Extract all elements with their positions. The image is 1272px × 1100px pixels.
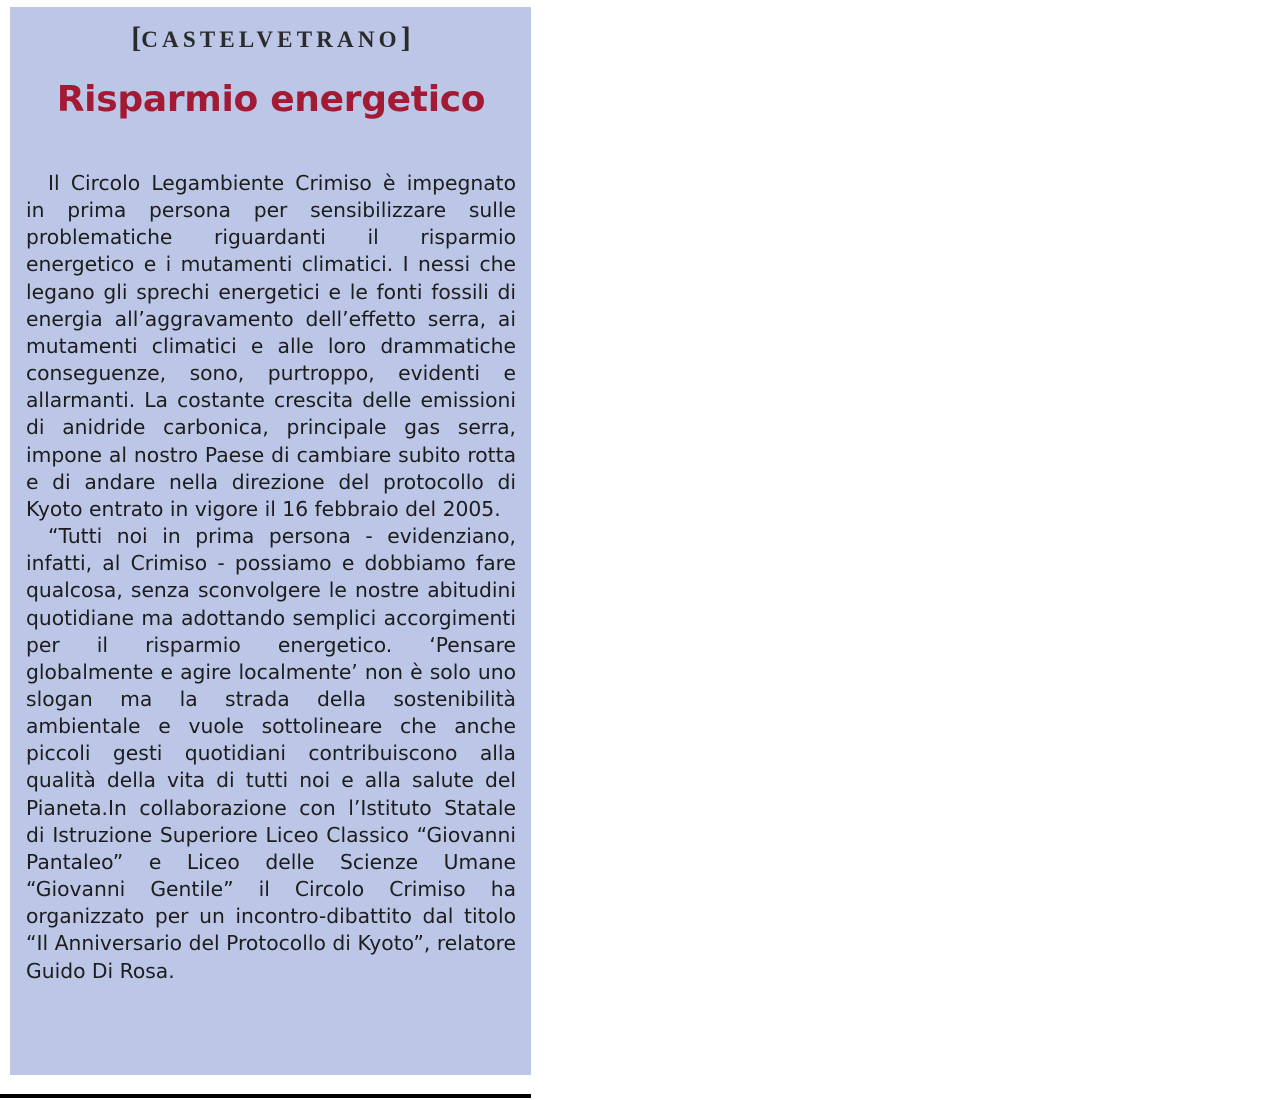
kicker-close-bracket: ]: [400, 21, 411, 54]
article-box: [10, 7, 531, 1075]
bottom-rule: [0, 1094, 531, 1098]
article-paragraph-1: Il Circolo Legambiente Crimiso è impegnato in prima persona per sensibilizzare sulle problematiche riguardanti il risparmio energetico e i mutamenti climatici. I nessi che legano gli sprechi energetici e le fonti fossili di energia all’aggravamento dell’effetto serra, ai mutamenti climatici e alle loro drammatiche conseguenze, sono, purtroppo, evidenti e allarmanti. La costante crescita delle emissioni di anidride carbonica, principale gas serra, impone al nostro Paese di cambiare subito rotta e di andare nella direzione del protocollo di Kyoto entrato in vigore il 16 febbraio del 2005.: [26, 171, 516, 521]
article-body: [26, 170, 516, 985]
kicker-place: CASTELVETRANO: [141, 27, 401, 52]
article-headline: Risparmio energetico: [56, 79, 486, 120]
kicker-open-bracket: [: [131, 21, 142, 54]
section-kicker: [26, 7, 516, 57]
article-paragraph-2: “Tutti noi in prima persona - evidenziano, infatti, al Crimiso - possiamo e dobbiamo fare qualcosa, senza sconvolgere le nostre abitudini quotidiane ma adottando semplici accorgimenti per il risparmio energetico. ‘Pensare globalmente e agire localmente’ non è solo uno slogan ma la strada della sostenibilità ambientale e vuole sottolineare che anche piccoli gesti quotidiani contribuiscono alla qualità della vita di tutti noi e alla salute del Pianeta.In collaborazione con l’Istituto Statale di Istruzione Superiore Liceo Classico “Giovanni Pantaleo” e Liceo delle Scienze Umane “Giovanni Gentile” il Circolo Crimiso ha organizzato per un incontro-dibattito dal titolo “Il Anniversario del Protocollo di Kyoto”, relatore Guido Di Rosa.: [26, 524, 516, 983]
